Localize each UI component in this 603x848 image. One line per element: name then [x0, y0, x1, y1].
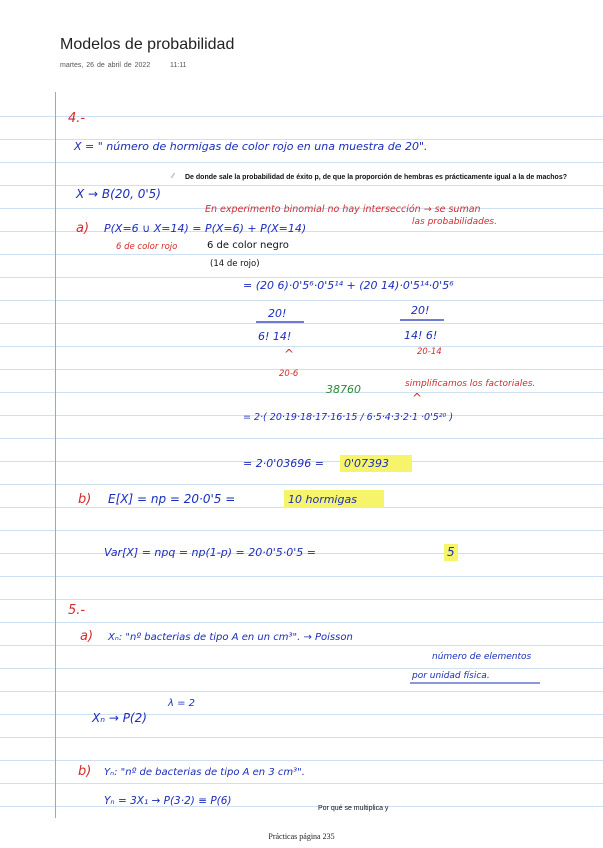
page-footer: Prácticas página 235: [268, 832, 335, 841]
hw-expectation-value: 10 hormigas: [288, 493, 357, 506]
hw-20-6: 20-6: [279, 369, 299, 379]
hw-lambda: λ = 2: [168, 698, 196, 709]
hw-binomial-line: = (20 6)·0'5⁶·0'5¹⁴ + (20 14)·0'5¹⁴·0'5⁶: [243, 279, 454, 292]
hw-simplify-note: simplificamos los factoriales.: [405, 379, 536, 389]
hw-red-note-1: En experimento binomial no hay intersección → se suman: [205, 204, 481, 215]
bottom-note: Por qué se multiplica y: [318, 805, 389, 812]
hw-b2-label: b): [78, 764, 92, 779]
hw-a2-note-2: por unidad física.: [412, 671, 490, 681]
hw-ex4-label: 4.-: [68, 111, 86, 126]
hw-b2-line: Yₙ = 3X₁ → P(3·2) ≡ P(6): [104, 795, 232, 807]
page-time: 11:11: [170, 62, 187, 69]
page-date: martes, 26 de abril de 2022: [60, 62, 151, 69]
page-title: Modelos de probabilidad: [60, 36, 235, 53]
hw-caret-2: ^: [412, 391, 423, 405]
hw-38760: 38760: [326, 383, 361, 396]
hw-result-prefix: = 2·0'03696 =: [243, 457, 324, 470]
hw-b-label: b): [78, 492, 92, 507]
hw-caret-1: ^: [284, 347, 295, 361]
hw-xn-poisson: Xₙ → P(2): [92, 711, 147, 725]
hw-6-black: 6 de color negro: [207, 240, 289, 251]
hw-a2-note-1: número de elementos: [432, 652, 532, 662]
hw-frac1-numerator: 20!: [268, 307, 287, 320]
hw-frac1-denominator: 6! 14!: [258, 330, 292, 343]
hw-x-distribution: X → B(20, 0'5): [76, 187, 161, 201]
hw-14-red: (14 de rojo): [210, 259, 260, 269]
hw-red-note-2: las probabilidades.: [412, 217, 497, 227]
hw-20-14: 20-14: [417, 347, 442, 357]
hw-b2-definition: Yₙ: "nº de bacterias de tipo A en 3 cm³".: [104, 767, 305, 778]
hw-ex5-label: 5.-: [68, 603, 86, 618]
hw-variance-value: 5: [447, 545, 455, 559]
hw-a-probability: P(X=6 ∪ X=14) = P(X=6) + P(X=14): [104, 222, 307, 235]
hw-a2-definition: Xₙ: "nº bacterias de tipo A en un cm³". → Poisson: [108, 632, 353, 643]
hw-x-definition: X = " número de hormigas de color rojo en una muestra de 20".: [74, 140, 428, 153]
hw-variance-prefix: Var[X] = npq = np(1-p) = 20·0'5·0'5 =: [104, 546, 317, 559]
hw-frac2-numerator: 20!: [411, 304, 430, 317]
hw-frac2-denominator: 14! 6!: [404, 329, 438, 342]
sidebar-note: De donde sale la probabilidad de éxito p, de que la proporción de hembras es prácticamente igual a la de machos?: [185, 174, 567, 181]
hw-line-2dot: = 2·( 20·19·18·17·16·15 / 6·5·4·3·2·1 ·0'5²⁰ ): [243, 412, 454, 423]
hw-a-label: a): [76, 221, 90, 236]
hw-6-red: 6 de color rojo: [116, 242, 178, 252]
hw-expectation-prefix: E[X] = np = 20·0'5 =: [108, 492, 236, 506]
note-icon: ⁄⁄: [172, 173, 175, 180]
hw-a2-label: a): [80, 629, 94, 644]
hw-result-value: 0'07393: [344, 457, 390, 470]
